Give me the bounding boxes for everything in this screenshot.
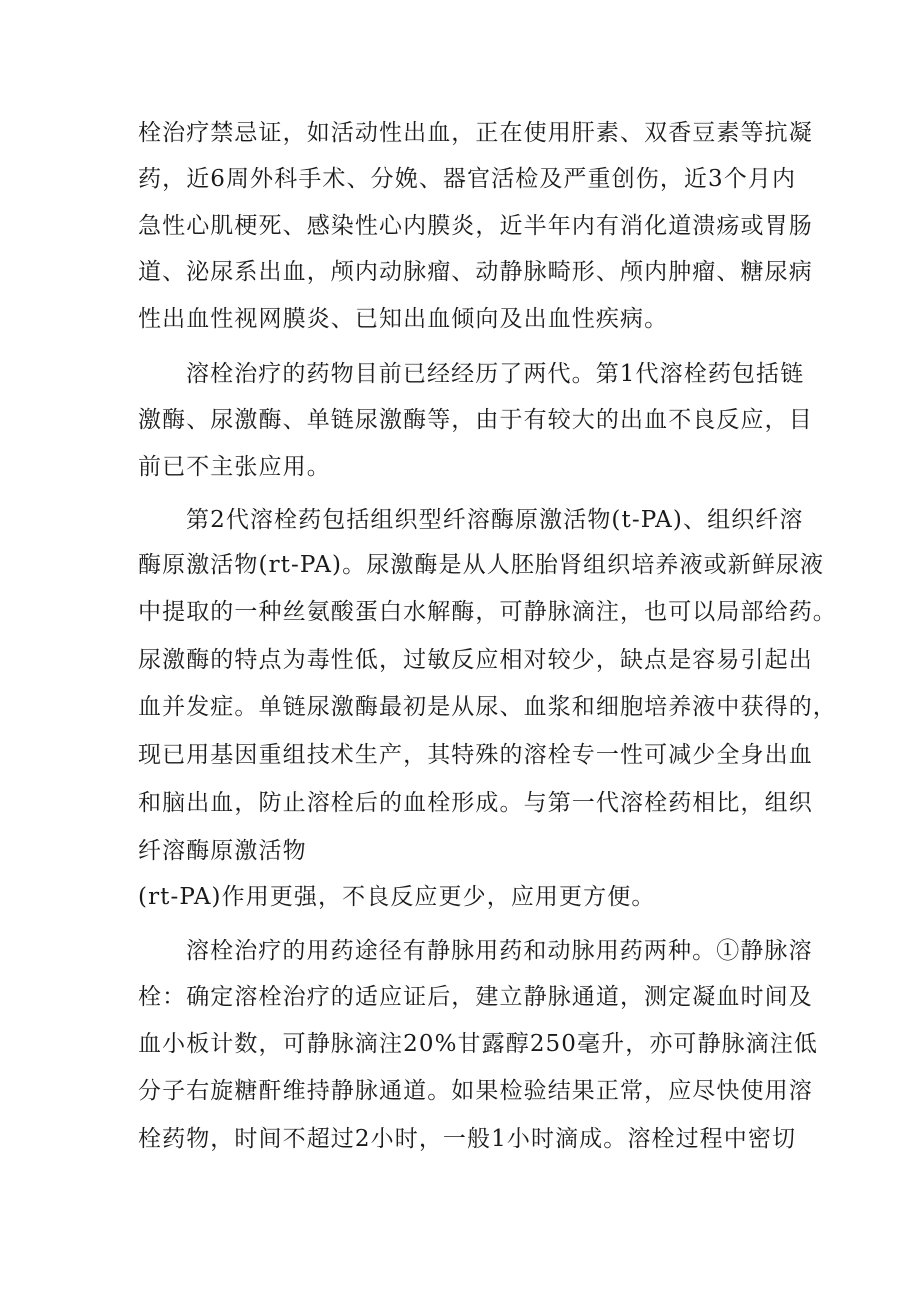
text-line: (rt-PA)作用更强，不良反应更少，应用更方便。 xyxy=(138,884,656,910)
text-line: 第2代溶栓药包括组织型纤溶酶原激活物(t-PA)、组织纤溶 xyxy=(186,507,804,533)
text-line: 前已不主张应用。 xyxy=(138,454,331,480)
text-line: 激酶、尿激酶、单链尿激酶等，由于有较大的出血不良反应，目 xyxy=(138,407,813,433)
text-line: 栓治疗禁忌证，如活动性出血，正在使用肝素、双香豆素等抗凝 xyxy=(138,120,813,146)
text-line: 栓：确定溶栓治疗的适应证后，建立静脉通道，测定凝血时间及 xyxy=(138,984,813,1010)
text-line: 道、泌尿系出血，颅内动脉瘤、动静脉畸形、颅内肿瘤、糖尿病 xyxy=(138,259,813,285)
text-line: 血并发症。单链尿激酶最初是从尿、血浆和细胞培养液中获得的， xyxy=(138,694,837,720)
text-line: 尿激酶的特点为毒性低，过敏反应相对较少，缺点是容易引起出 xyxy=(138,647,813,673)
text-line: 性出血性视网膜炎、已知出血倾向及出血性疾病。 xyxy=(138,306,669,332)
text-line: 血小板计数，可静脉滴注20%甘露醇250毫升，亦可静脉滴注低 xyxy=(138,1031,819,1057)
text-line: 酶原激活物(rt-PA)。尿激酶是从人胚胎肾组织培养液或新鲜尿液 xyxy=(138,552,825,578)
text-line: 急性心肌梗死、感染性心内膜炎，近半年内有消化道溃疡或胃肠 xyxy=(138,213,813,239)
text-line: 和脑出血，防止溶栓后的血栓形成。与第一代溶栓药相比，组织 xyxy=(138,790,813,816)
text-line: 溶栓治疗的用药途径有静脉用药和动脉用药两种。①静脉溶 xyxy=(186,938,813,964)
text-line: 栓药物，时间不超过2小时，一般1小时滴成。溶栓过程中密切 xyxy=(138,1126,797,1152)
text-line: 纤溶酶原激活物 xyxy=(138,838,307,864)
text-line: 中提取的一种丝氨酸蛋白水解酶，可静脉滴注，也可以局部给药。 xyxy=(138,599,837,625)
text-line: 药，近6周外科手术、分娩、器官活检及严重创伤，近3个月内 xyxy=(138,166,797,192)
text-line: 溶栓治疗的药物目前已经经历了两代。第1代溶栓药包括链 xyxy=(186,361,805,387)
text-line: 分子右旋糖酐维持静脉通道。如果检验结果正常，应尽快使用溶 xyxy=(138,1078,813,1104)
text-line: 现已用基因重组技术生产，其特殊的溶栓专一性可减少全身出血 xyxy=(138,742,813,768)
